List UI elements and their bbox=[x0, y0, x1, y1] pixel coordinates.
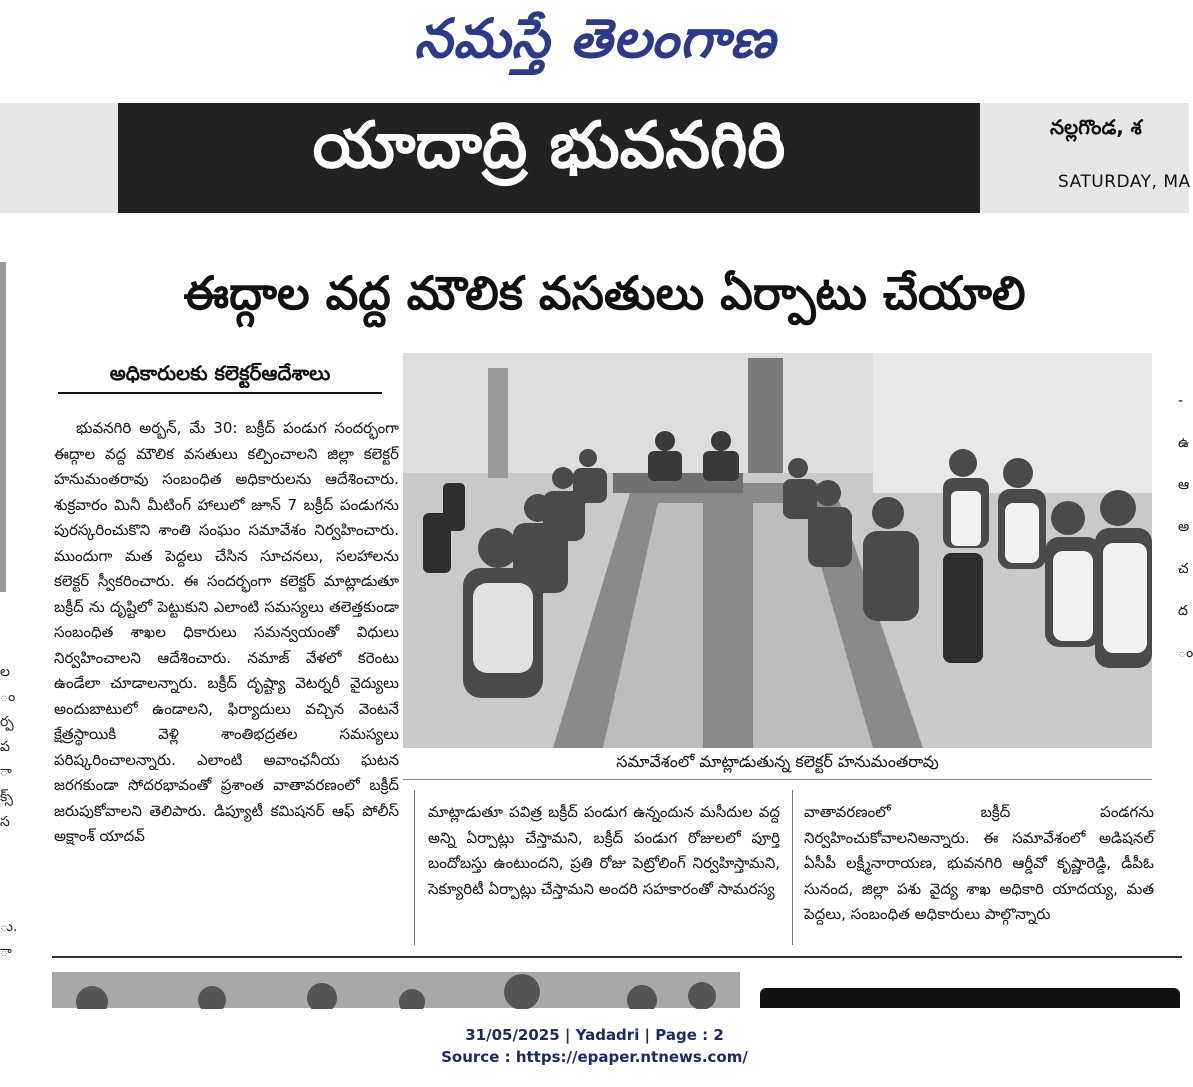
article-headline: ఈద్గాల వద్ద మౌలిక వసతులు ఏర్పాటు చేయాలి bbox=[183, 266, 1026, 320]
fragment: ు. bbox=[0, 919, 18, 935]
body-paragraph: భువనగిరి అర్బన్‌, మే 30: బక్రీద్‌ పండుగ సందర్భంగా ఈద్గాల వద్ద మౌలిక వసతులు కల్పించాలని జిల్లా కలెక్టర్‌ హనుమంతరావు సంబంధిత అధికారులను ఆదేశించారు. శుక్రవారం మినీ మీటింగ్‌ హాలులో జూన్‌ 7 బక్రీద్‌ పండుగను పురస్కరించుకొని శాంతి సంఘం సమావేశం నిర్వహించారు. ముందుగా మత పెద్దలు చేసిన సూచనలు, సలహాలను కలెక్టర్‌ స్వీకరించారు. ఈ సందర్భంగా కలెక్టర్‌ మాట్లాడుతూ బక్రీద్‌ ను దృష్టిలో పెట్టుకుని ఎలాంటి సమస్యలు తలెత్తకుండా సంబంధిత శాఖల ధికారులు సమన్వయంతో విధులు నిర్వహించాలని ఆదేశించారు. నమాజ్‌ వేళలో కరెంటు ఉండేలా చూడాలన్నారు. బక్రీద్‌ దృష్ట్యా వెటర్నరీ వైద్యులు అందుబాటులో ఉండాలని, ఫిర్యాదులు వచ్చిన వెంటనే క్షేత్రస్థాయికి వెళ్లి శాంతిభద్రతల సమస్యలు పరిష్కరించాలన్నారు. ఎలాంటి అవాంఛనీయ ఘటన జరగకుండా సోదరభావంతో ప్రశాంత వాతావరణంలో బక్రీద్‌ జరుపుకోవాలని తెలిపారు. డిప్యూటీ కమిషనర్‌ ఆఫ్‌ పోలీస్‌ అక్షాంశ్‌ యాదవ్‌ bbox=[54, 419, 399, 845]
article-body-column-3 bbox=[804, 800, 1154, 928]
meeting-photo bbox=[403, 353, 1152, 748]
next-article-photo-strip bbox=[52, 972, 740, 1008]
masthead-title: నమస్తే తెలంగాణ bbox=[414, 6, 776, 70]
district-band bbox=[118, 103, 980, 213]
fragment: చ bbox=[1178, 561, 1189, 577]
edition-place: నల్లగొండ, శ bbox=[1050, 115, 1142, 139]
body-paragraph: వాతావరణంలో బక్రీద్‌ పండగను నిర్వహించుకోవాలనిఅన్నారు. ఈ సమావేశంలో అడిషనల్‌ ఏసీపీ లక్ష్మీనారాయణ, భువనగిరి ఆర్డీవో కృష్ణారెడ్డి, డీపీఓ సునంద, జిల్లా పశు వైద్య శాఖ అధికారి యాదయ్య, మత పెద్దలు, సంబంధిత అధికారులు పాల్గొన్నారు bbox=[804, 803, 1154, 923]
fragment: ఆ bbox=[1178, 477, 1190, 493]
fragment: క్స్ bbox=[0, 789, 13, 805]
edition-date: SATURDAY, MA bbox=[1058, 172, 1191, 192]
fragment: ఉ bbox=[1178, 435, 1190, 451]
district-title: యాదాద్రి భువనగిరి bbox=[312, 109, 786, 183]
left-column-fragments bbox=[0, 660, 18, 965]
newspaper-masthead bbox=[0, 0, 1189, 100]
bottom-rule bbox=[52, 956, 1182, 958]
fragment: అ bbox=[1178, 519, 1190, 535]
fragment: ం bbox=[1178, 645, 1193, 661]
fragment: స bbox=[0, 814, 10, 830]
crowd-photo-illustration bbox=[52, 972, 740, 1008]
footer-edition-info: 31/05/2025 | Yadadri | Page : 2 bbox=[465, 1026, 724, 1044]
column-rule bbox=[792, 790, 793, 945]
fragment: ల bbox=[0, 664, 10, 680]
left-photo-edge bbox=[0, 262, 6, 592]
article-body-column-1 bbox=[54, 416, 399, 850]
next-article-headline-fragment bbox=[760, 988, 1180, 1008]
right-column-fragments bbox=[1178, 380, 1193, 674]
footer-source-link[interactable]: Source : https://epaper.ntnews.com/ bbox=[441, 1048, 748, 1066]
article-subhead: అధికారులకు కలెక్టర్‌ఆదేశాలు bbox=[58, 356, 382, 394]
article-body-column-2 bbox=[428, 800, 780, 902]
body-paragraph: మాట్లాడుతూ పవిత్ర బక్రీద్‌ పండుగ ఉన్నందున మసీదుల వద్ద అన్ని ఏర్పాట్లు చేస్తామని, బక్రీద్‌ పండుగ రోజులలో పూర్తి బందోబస్తు ఉంటుందని, ప్రతి రోజు పెట్రోలింగ్‌ నిర్వహిస్తామని, సెక్యూరిటీ ఏర్పాట్లు చేస్తామని అందరి సహకారంతో సామరస్య bbox=[428, 803, 780, 898]
meeting-photo-illustration bbox=[403, 353, 1152, 748]
fragment: ా bbox=[0, 764, 12, 780]
fragment: ా bbox=[0, 944, 12, 960]
fragment: ప bbox=[0, 739, 10, 755]
fragment: - bbox=[1178, 393, 1184, 409]
photo-caption: సమావేశంలో మాట్లాడుతున్న కలెక్టర్‌ హనుమంతరావు bbox=[403, 752, 1152, 780]
fragment: ర్ప bbox=[0, 714, 14, 730]
fragment: ం bbox=[0, 689, 16, 705]
fragment: ద bbox=[1178, 603, 1188, 619]
column-rule bbox=[414, 790, 415, 945]
